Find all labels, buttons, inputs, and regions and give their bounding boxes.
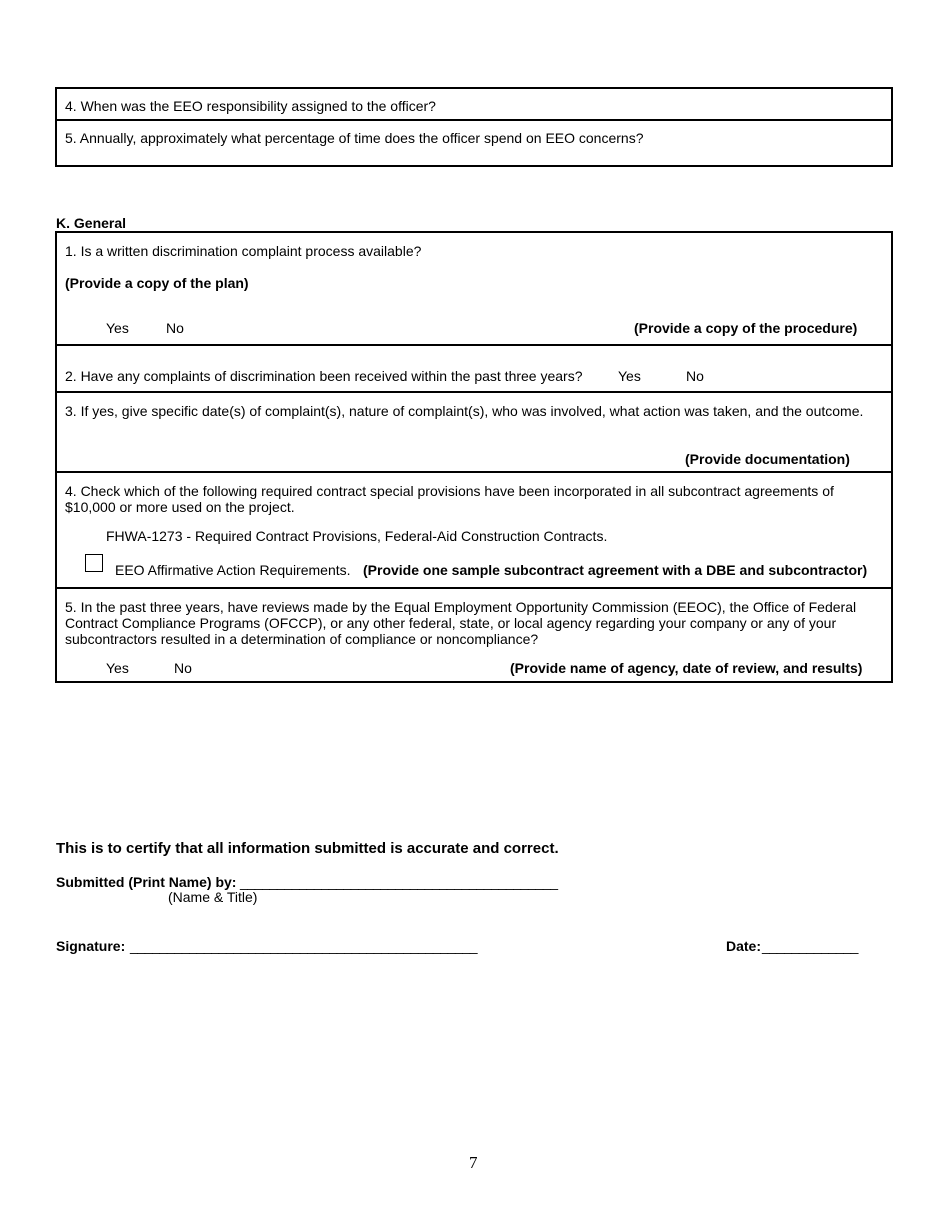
general-q5-no-option[interactable]: No xyxy=(174,660,192,676)
general-question-row-4 xyxy=(57,473,891,589)
question-5-text: 5. Annually, approximately what percentage of time does the officer spend on EEO concerns? xyxy=(65,130,644,146)
name-title-caption: (Name & Title) xyxy=(168,889,258,905)
general-q2-text: 2. Have any complaints of discrimination been received within the past three years? xyxy=(65,368,583,384)
general-q4-option-fhwa: FHWA-1273 - Required Contract Provisions, Federal-Aid Construction Contracts. xyxy=(106,528,608,544)
general-question-row-3 xyxy=(57,393,891,473)
question-4-text: 4. When was the EEO responsibility assigned to the officer? xyxy=(65,98,436,114)
date-label: Date: xyxy=(726,938,762,954)
eeo-affirmative-action-checkbox[interactable] xyxy=(85,554,103,572)
date-line[interactable]: _____________ xyxy=(762,938,859,954)
submitted-by-label: Submitted (Print Name) by: xyxy=(56,874,237,890)
general-q4-option-eeo: EEO Affirmative Action Requirements. xyxy=(115,562,351,578)
section-k-heading: K. General xyxy=(56,215,127,231)
general-q1-procedure-note: (Provide a copy of the procedure) xyxy=(634,320,858,336)
certification-statement: This is to certify that all information submitted is accurate and correct. xyxy=(56,840,559,857)
question-row-5 xyxy=(57,121,891,165)
general-question-row-2 xyxy=(57,346,891,393)
general-q4-sample-note: (Provide one sample subcontract agreement with a DBE and subcontractor) xyxy=(363,562,868,578)
general-section-table xyxy=(55,231,893,683)
general-q4-text: 4. Check which of the following required contract special provisions have been incorporated in all subcontract agreements of $10,000 or more used on the project. xyxy=(65,483,834,515)
general-q2-no-option[interactable]: No xyxy=(686,368,704,384)
page-number: 7 xyxy=(469,1153,478,1172)
signature-line[interactable]: _______________________________________________ xyxy=(130,938,478,954)
general-question-row-1 xyxy=(57,233,891,346)
general-q3-text: 3. If yes, give specific date(s) of complaint(s), nature of complaint(s), who was involved, what action was taken, and the outcome. xyxy=(65,403,864,419)
general-question-row-5 xyxy=(57,589,891,681)
general-q5-text: 5. In the past three years, have reviews made by the Equal Employment Opportunity Commission (EEOC), the Office of Federal Contract Compliance Programs (OFCCP), or any other federal, state, or local agency regarding your company or any of your subcontractors resulted in a determination of compliance or noncompliance? xyxy=(65,599,857,647)
submitted-by-line[interactable]: ___________________________________________ xyxy=(240,874,558,890)
signature-label: Signature: xyxy=(56,938,126,954)
question-row-4 xyxy=(57,89,891,121)
general-q5-results-note: (Provide name of agency, date of review, and results) xyxy=(510,660,863,676)
general-q1-yes-option[interactable]: Yes xyxy=(106,320,129,336)
eeo-officer-table xyxy=(55,87,893,167)
general-q1-plan-note: (Provide a copy of the plan) xyxy=(65,275,249,291)
general-q3-documentation-note: (Provide documentation) xyxy=(685,451,850,467)
general-q1-no-option[interactable]: No xyxy=(166,320,184,336)
general-q2-yes-option[interactable]: Yes xyxy=(618,368,641,384)
general-q5-yes-option[interactable]: Yes xyxy=(106,660,129,676)
general-q1-text: 1. Is a written discrimination complaint process available? xyxy=(65,243,422,259)
